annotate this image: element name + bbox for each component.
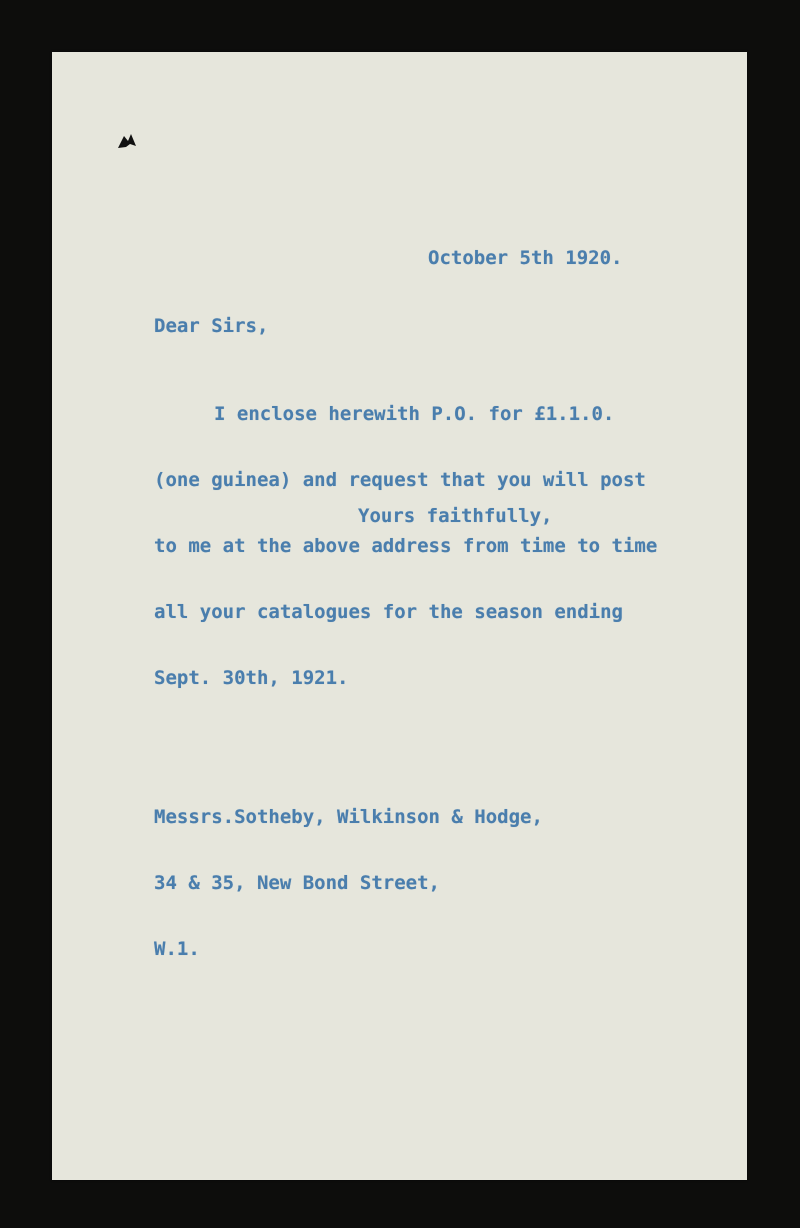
salutation: Dear Sirs, <box>154 315 269 337</box>
ink-mark-icon <box>116 132 138 150</box>
body-line: all your catalogues for the season ending <box>154 601 623 623</box>
address-line: W.1. <box>154 938 200 960</box>
body-line: to me at the above address from time to time <box>154 535 658 557</box>
address-line: 34 & 35, New Bond Street, <box>154 872 440 894</box>
body-line: Sept. 30th, 1921. <box>154 667 349 689</box>
letter-sheet <box>52 52 747 1180</box>
letter-date: October 5th 1920. <box>428 247 623 269</box>
address-line: Messrs.Sotheby, Wilkinson & Hodge, <box>154 806 543 828</box>
body-line: (one guinea) and request that you will post <box>154 469 646 491</box>
body-line: I enclose herewith P.O. for £1.1.0. <box>214 403 615 425</box>
closing: Yours faithfully, <box>358 505 553 527</box>
letter-body <box>154 359 657 733</box>
recipient-address <box>154 762 543 1004</box>
